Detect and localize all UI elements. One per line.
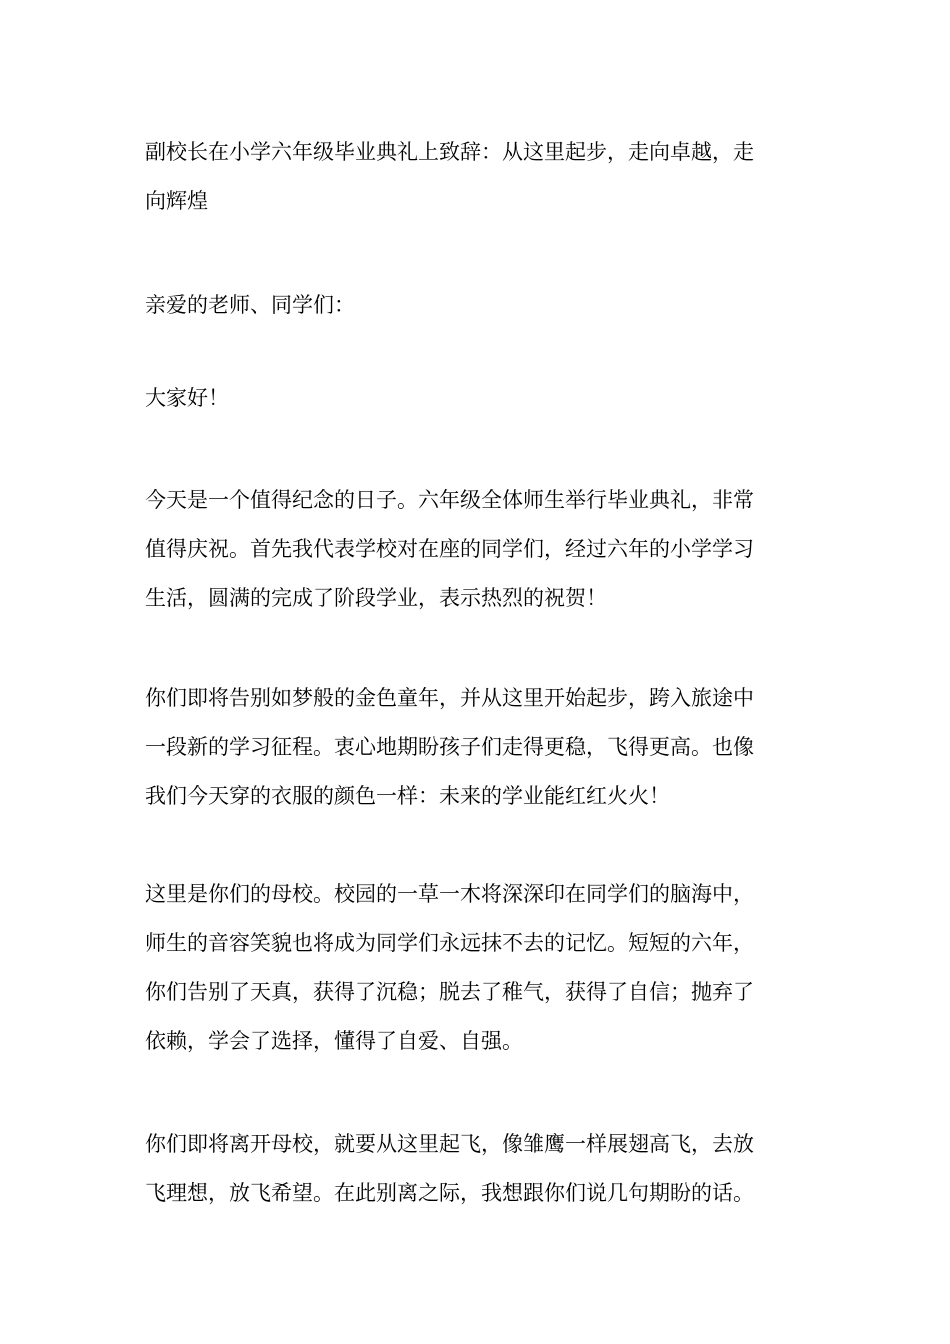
- greeting: 大家好！: [145, 386, 229, 410]
- salutation: 亲爱的老师、同学们：: [145, 293, 355, 317]
- body-paragraph: 你们即将离开母校，就要从这里起飞，像雏鹰一样展翅高飞，去放 飞理想，放飞希望。在此别离之际，我想跟你们说几句期盼的话。: [145, 1132, 754, 1205]
- body-paragraph: 你们即将告别如梦般的金色童年，并从这里开始起步，跨入旅途中 一段新的学习征程。衷心地期盼孩子们走得更稳，飞得更高。也像 我们今天穿的衣服的颜色一样：未来的学业能红红火火！: [145, 686, 754, 808]
- document-title: 副校长在小学六年级毕业典礼上致辞：从这里起步，走向卓越，走 向辉煌: [145, 140, 754, 213]
- body-paragraph: 今天是一个值得纪念的日子。六年级全体师生举行毕业典礼，非常 值得庆祝。首先我代表学校对在座的同学们，经过六年的小学学习 生活，圆满的完成了阶段学业，表示热烈的祝贺！: [145, 488, 754, 610]
- body-paragraph: 这里是你们的母校。校园的一草一木将深深印在同学们的脑海中， 师生的音容笑貌也将成为同学们永远抹不去的记忆。短短的六年， 你们告别了天真，获得了沉稳；脱去了稚气，获得了自信；抛弃了 依赖，学会了选择，懂得了自爱、自强。: [145, 882, 754, 1053]
